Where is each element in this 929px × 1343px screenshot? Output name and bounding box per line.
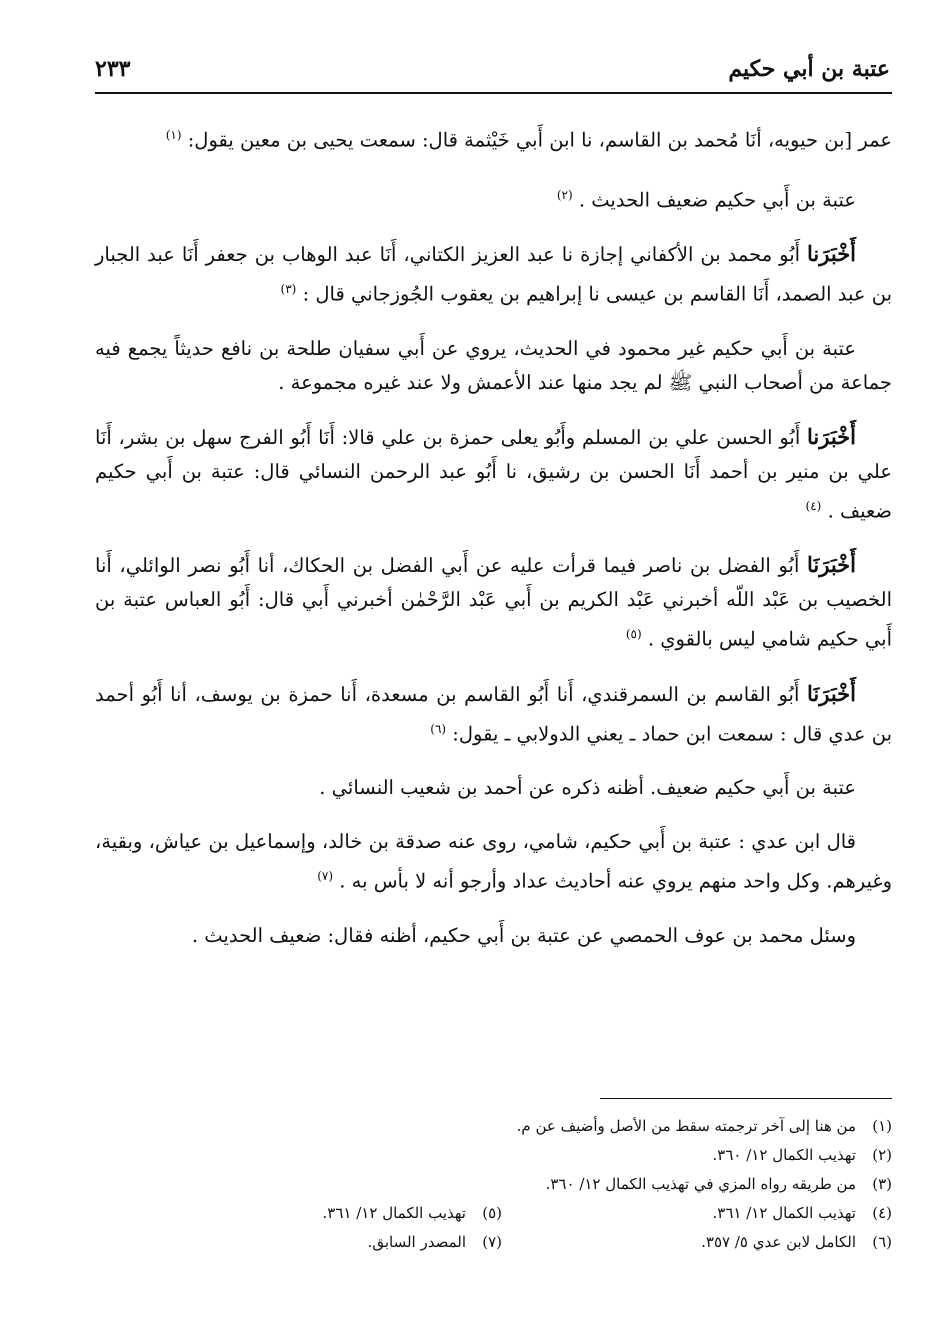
lead-word: أَخْبَرَنَا [807,552,856,577]
footnote-ref: (٣) [280,282,297,296]
footnote-1 [502,1112,892,1141]
footnote-2 [502,1141,892,1170]
footnotes [95,1112,892,1257]
paragraph-text: قال ابن عدي : عتبة بن أَبي حكيم، شامي، روى عنه صدقة بن خالد، وإسماعيل بن عياش، وبقية، وغيرهم. وكل واحد منهم يروي عنه أحاديث عداد وأرجو أنه لا بأس به . [95,830,892,893]
footnote-text: المصدر السابق. [367,1233,466,1251]
paragraph-7 [95,677,892,752]
footnote-text: الكامل لابن عدي ٥/ ٣٥٧. [701,1233,856,1251]
footnote-7 [112,1228,502,1257]
paragraph-4 [95,332,892,400]
footnote-text: من هنا إلى آخر ترجمته سقط من الأصل وأضيف عن م. [516,1117,856,1135]
paragraph-text: وسئل محمد بن عوف الحمصي عن عتبة بن أَبي حكيم، أظنه فقال: ضعيف الحديث . [191,923,856,947]
footnote-number: (٣) [872,1175,892,1193]
footnote-ref: (٦) [430,721,447,736]
footnote-ref: (١) [165,128,182,142]
footnote-number: (١) [872,1117,892,1135]
footnote-number: (٢) [872,1146,892,1164]
main-text [95,118,892,973]
footnote-ref: (٥) [625,627,642,641]
footnote-text: تهذيب الكمال ١٢/ ٣٦١. [712,1204,856,1222]
paragraph-text: عتبة بن أَبي حكيم غير محمود في الحديث، يروي عن أَبي سفيان طلحة بن نافع حديثاً يجمع فيه جماعة من أصحاب النبي ﷺ لم يجد منها عند الأعمش ولا عند غيره مجموعة . [95,336,892,394]
footnote-number: (٧) [482,1233,502,1251]
paragraph-9 [95,825,892,899]
footnote-3 [502,1170,892,1199]
footnote-text: من طريقه رواه المزي في تهذيب الكمال ١٢/ ٣٦٠. [545,1175,856,1193]
footnote-ref: (٧) [317,869,334,883]
page-header [95,56,890,90]
footnote-ref: (٤) [805,498,822,513]
footnote-row [95,1228,892,1257]
footnote-row [95,1199,892,1228]
paragraph-text: عتبة بن أَبي حكيم ضعيف الحديث . [578,188,856,211]
lead-word: أَخْبَرَنا [807,241,857,266]
footnote-4 [502,1199,892,1228]
footnote-divider [600,1098,892,1099]
paragraph-text: أَبُو الحسن علي بن المسلم وأَبُو يعلى حمزة بن علي قالا: أَنَا أَبُو الفرج سهل بن بشر، أَنَا علي بن منير بن أحمد أَنَا الحسن بن رشيق، نا أَبُو عبد الرحمن النسائي قال: عتبة بن أَبي حكيم ضعيف . [95,425,892,522]
paragraph-1 [95,118,892,158]
running-title: عتبة بن أبي حكيم [728,56,890,82]
footnote-number: (٦) [872,1233,892,1251]
lead-word: أَخْبَرَنَا [807,680,856,706]
paragraph-text: عمر [بن حيويه، أنَا مُحمد بن القاسم، نا ابن أَبي خَيْثمة قال: سمعت يحيى بن معين يقول: [187,128,892,152]
footnote-row [95,1141,892,1170]
paragraph-text: عتبة بن أَبي حكيم ضعيف. أظنه ذكره عن أحمد بن شعيب النسائي . [319,776,856,799]
paragraph-3 [95,237,892,312]
paragraph-10 [95,919,892,953]
paragraph-text: أَبُو محمد بن الأكفاني إجازة نا عبد العزيز الكتاني، أَنَا عبد الوهاب بن جعفر أَنَا عبد الجبار بن عبد الصمد، أَنَا القاسم بن عيسى نا إبراهيم بن يعقوب الجُوزجاني قال : [95,243,892,306]
footnote-ref: (٢) [556,187,573,202]
header-divider [95,92,892,94]
paragraph-text: أَبُو القاسم بن السمرقندي، أَنا أَبُو القاسم بن مسعدة، أَنا حمزة بن يوسف، أنا أَبُو أحمد بن عدي قال : سمعت ابن حماد ـ يعني الدولابي ـ يقول: [95,682,892,745]
paragraph-5 [95,420,892,529]
footnote-row [95,1170,892,1199]
page-number: ٢٣٣ [95,56,131,82]
footnote-number: (٥) [482,1204,502,1222]
footnote-6 [502,1228,892,1257]
paragraph-8 [95,771,892,805]
paragraph-2 [95,178,892,218]
lead-word: أَخْبَرَنا [807,423,856,449]
footnote-number: (٤) [872,1204,892,1222]
footnote-5 [112,1199,502,1228]
footnote-row [95,1112,892,1141]
paragraph-text: أَبُو الفضل بن ناصر فيما قرأت عليه عن أَبي الفضل بن الحكاك، أنا أَبُو نصر الوائلي، أَنا الخصيب بن عَبْد اللّه أخبرني عَبْد الكريم بن أَبي عَبْد الرَّحْمٰن أخبرني أَبي قال: أَبُو العباس عتبة بن أَبي حكيم شامي ليس بالقوي . [95,554,892,651]
footnote-text: تهذيب الكمال ١٢/ ٣٦٠. [712,1146,856,1164]
footnote-text: تهذيب الكمال ١٢/ ٣٦١. [322,1204,466,1222]
paragraph-6 [95,548,892,657]
